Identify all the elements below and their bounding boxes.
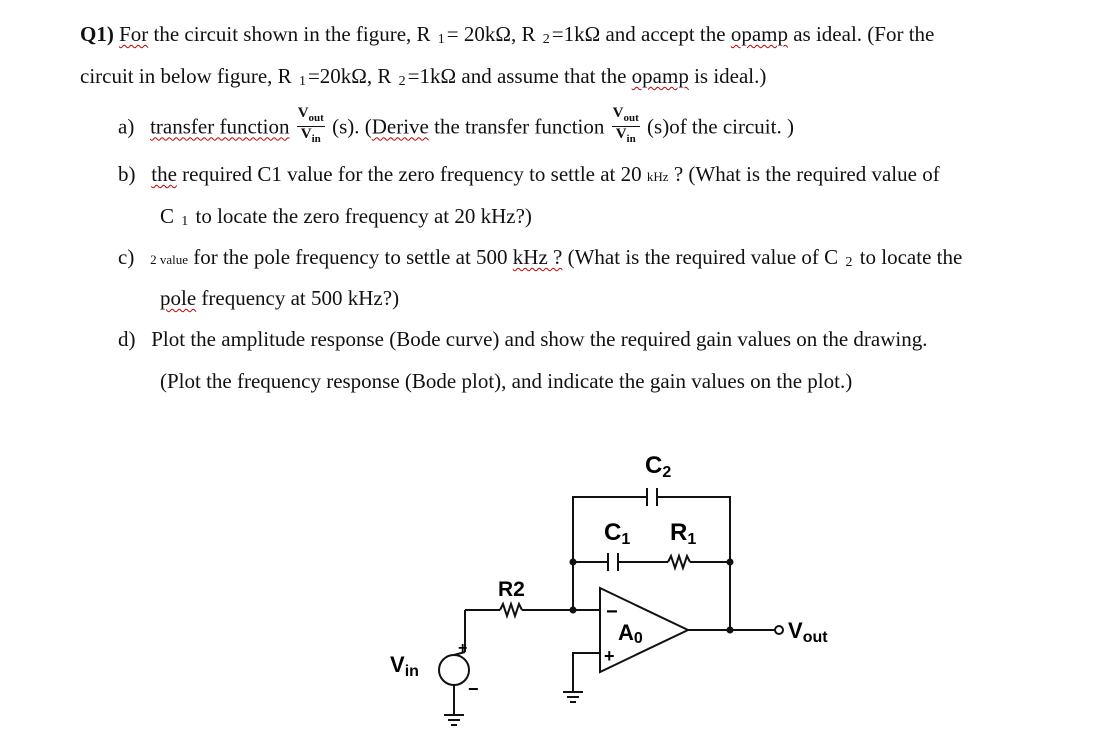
subscript: 1: [437, 32, 445, 47]
word-khz: kHz ?: [512, 245, 563, 269]
item-d-label: d): [118, 327, 136, 351]
text-seg: (s). (: [326, 114, 372, 139]
label-vin: [390, 652, 419, 680]
text-seg: ? (What is the required value of: [668, 162, 940, 186]
frac-num-sub: out: [308, 112, 324, 124]
frac-den-sub: in: [626, 133, 636, 145]
frac-den-sub: in: [311, 133, 321, 145]
c2-wire-right: [657, 497, 730, 630]
word-derive: Derive: [371, 114, 429, 139]
r2-resistor: [500, 604, 522, 616]
fraction-vout-vin: [297, 106, 325, 147]
word-opamp: opamp: [631, 64, 689, 88]
label-source-minus: −: [468, 679, 479, 699]
label-vout-main: V: [788, 618, 803, 643]
text-seg: circuit in below figure, R: [80, 64, 297, 88]
label-c1-main: C: [604, 519, 622, 546]
circuit-diagram: [370, 440, 840, 740]
label-minus-input: −: [606, 601, 618, 623]
label-vout-sub: out: [802, 629, 828, 646]
item-b-line-2: [160, 204, 532, 232]
r1-resistor: [668, 556, 690, 568]
subscript: 2: [542, 32, 550, 47]
subscript: 2: [398, 74, 406, 89]
item-d: [118, 327, 927, 351]
label-c1-sub: 1: [621, 531, 631, 548]
item-c-line-2: [160, 286, 399, 310]
vin-source-circle: [439, 655, 469, 685]
label-vin-sub: in: [404, 663, 419, 680]
item-c-label: c): [118, 245, 135, 269]
text-seg: (s)of the circuit. ): [641, 114, 794, 139]
frac-num: V: [297, 105, 309, 121]
node-r1: [727, 559, 734, 566]
frac-num-sub: out: [623, 112, 639, 124]
label-vout: [788, 618, 828, 646]
text-seg: required C1 value for the zero frequency to settle at 20: [176, 162, 647, 186]
text-seg: to locate the: [854, 245, 963, 269]
text-seg: as ideal. (For the: [787, 22, 935, 46]
frac-den: V: [615, 126, 627, 142]
text-seg: =1kΩ and accept the: [551, 22, 731, 46]
word-for: For: [119, 22, 149, 46]
label-c2: [645, 452, 671, 481]
label-plus-input: +: [604, 646, 615, 666]
small-2-value: 2 value: [150, 252, 188, 267]
label-c2-main: C: [645, 452, 663, 479]
text-seg: to locate the zero frequency at 20 kHz?): [190, 204, 532, 228]
item-d-line-2: [160, 369, 852, 393]
item-a: [118, 105, 794, 149]
label-c2-sub: 2: [662, 464, 672, 481]
label-r1-main: R: [670, 519, 688, 546]
label-r1: [670, 519, 696, 548]
item-a-label: a): [118, 114, 135, 139]
word-the: the: [151, 162, 177, 186]
question-line-2: [80, 64, 766, 92]
label-ao-sub: 0: [633, 630, 643, 647]
text-seg: the circuit shown in the figure, R: [148, 22, 436, 46]
output-terminal: [775, 626, 783, 634]
label-source-plus: +: [458, 640, 468, 657]
text-seg: is ideal.): [688, 64, 767, 88]
word-pole: pole: [160, 286, 197, 310]
label-r1-sub: 1: [687, 531, 697, 548]
label-ao-main: A: [618, 620, 634, 645]
subscript: 2: [845, 255, 853, 270]
text-seg: for the pole frequency to settle at 500: [187, 245, 513, 269]
text-seg: = 20kΩ, R: [446, 22, 541, 46]
text-seg: (Plot the frequency response (Bode plot), and indicate the gain values on the plot.): [160, 369, 853, 393]
text-seg: =1kΩ and assume that the: [407, 64, 632, 88]
noninverting-input-wire: [573, 653, 600, 692]
frac-den: V: [300, 126, 312, 142]
word-opamp: opamp: [730, 22, 788, 46]
node-output: [727, 627, 734, 634]
question-label: Q1): [80, 22, 114, 46]
fraction-vout-vin-2: [612, 106, 640, 147]
text-seg: frequency at 500 kHz?): [196, 286, 400, 310]
node-c1: [570, 559, 577, 566]
frac-num: V: [612, 105, 624, 121]
label-r2: R2: [498, 578, 525, 601]
item-c: [118, 245, 962, 273]
node-inverting: [570, 607, 577, 614]
subscript: 1: [298, 74, 306, 89]
label-ao: [618, 620, 643, 647]
question-line-1: [80, 22, 934, 50]
word-transfer-function: transfer function: [150, 114, 290, 139]
item-b: [118, 162, 940, 189]
label-c1: [604, 519, 630, 548]
text-seg: =20kΩ, R: [307, 64, 397, 88]
small-khz: kHz: [646, 169, 669, 184]
item-b-label: b): [118, 162, 136, 186]
subscript: 1: [181, 214, 189, 229]
text-seg: the transfer function: [428, 114, 610, 139]
text-seg: Plot the amplitude response (Bode curve) and show the required gain values on the drawing.: [151, 327, 928, 351]
text-seg: (What is the required value of C: [562, 245, 844, 269]
text-seg: C: [160, 204, 180, 228]
label-vin-main: V: [390, 652, 405, 677]
